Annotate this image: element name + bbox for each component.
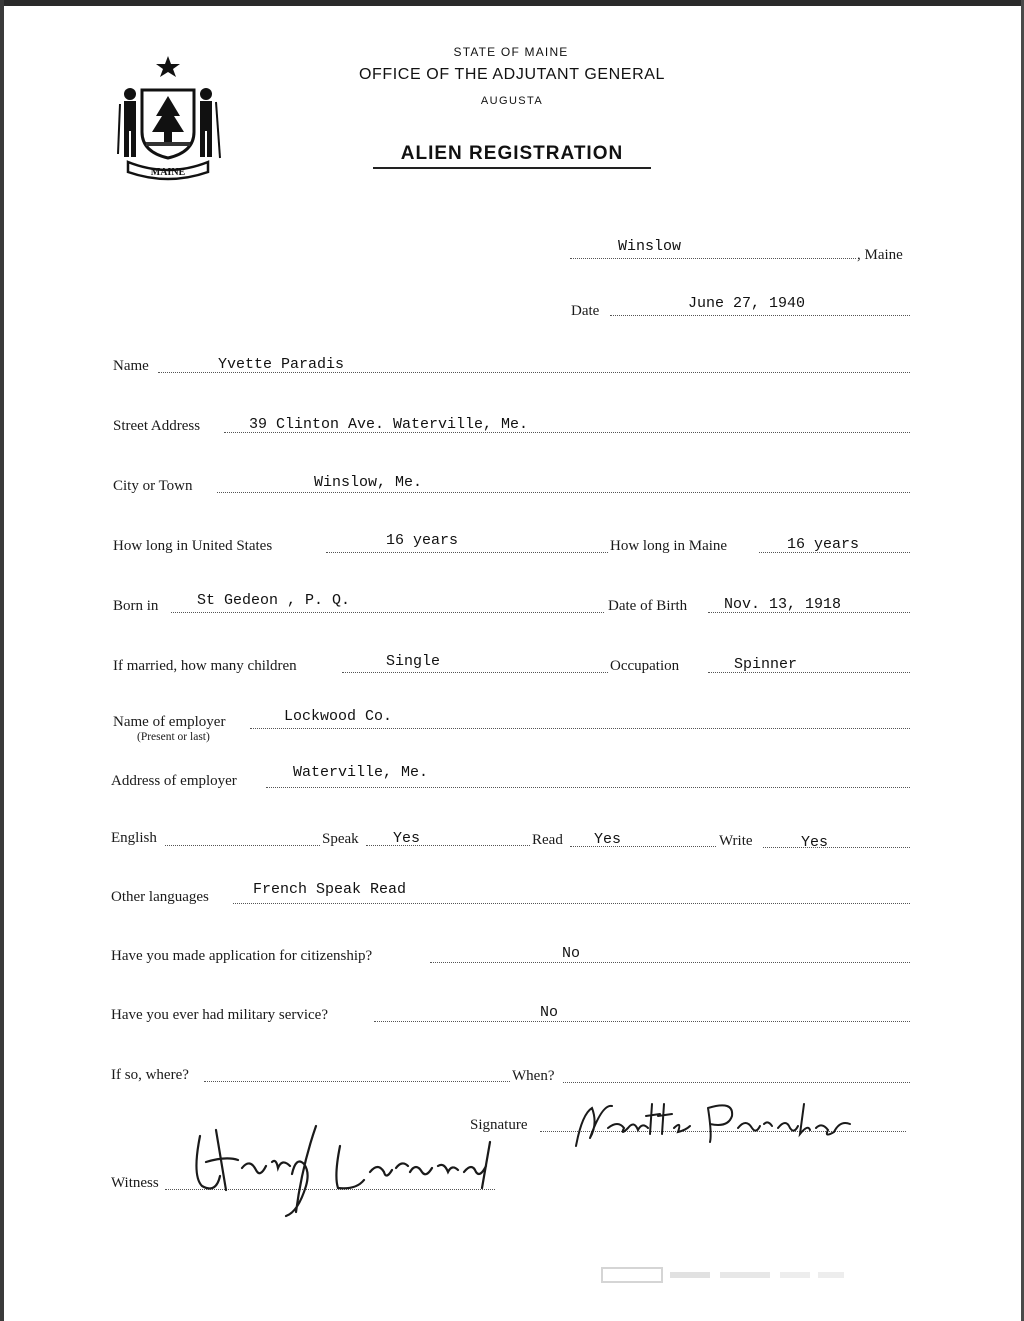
citizenship-line [430, 962, 910, 963]
children-line [342, 672, 608, 673]
how-long-maine-value: 16 years [787, 536, 860, 553]
header-state: STATE OF MAINE [453, 45, 569, 59]
date-label: Date [571, 303, 600, 319]
header-city: AUGUSTA [480, 95, 544, 107]
where-label: If so, where? [111, 1067, 189, 1083]
write-label: Write [719, 833, 753, 849]
witness-handwriting [186, 1116, 506, 1220]
english-label: English [111, 830, 157, 846]
street-address-value: 39 Clinton Ave. Waterville, Me. [249, 416, 529, 433]
speak-value: Yes [393, 830, 421, 847]
how-long-us-label: How long in United States [113, 538, 273, 554]
header-office: OFFICE OF THE ADJUTANT GENERAL [358, 66, 666, 83]
name-value: Yvette Paradis [218, 356, 345, 373]
children-label: If married, how many children [113, 658, 297, 674]
location-line [570, 258, 856, 259]
city-line [217, 492, 910, 493]
other-languages-value: French Speak Read [253, 881, 407, 898]
signature-handwriting [568, 1094, 858, 1156]
employer-line [250, 728, 910, 729]
where-line [204, 1081, 510, 1082]
witness-label: Witness [111, 1175, 159, 1191]
children-value: Single [386, 653, 441, 670]
speak-line [366, 845, 530, 846]
how-long-us-value: 16 years [386, 532, 459, 549]
city-value: Winslow, Me. [314, 474, 423, 491]
english-line [165, 845, 320, 846]
employer-address-label: Address of employer [111, 773, 237, 789]
write-line [763, 847, 910, 848]
occupation-label: Occupation [610, 658, 680, 674]
military-line [374, 1021, 910, 1022]
location-value: Winslow [618, 238, 682, 255]
faint-stamp-mark [600, 1264, 850, 1286]
employer-address-line [266, 787, 910, 788]
street-address-label: Street Address [113, 418, 201, 434]
signature-label: Signature [470, 1117, 528, 1133]
military-label: Have you ever had military service? [111, 1007, 328, 1023]
location-suffix: , Maine [857, 247, 903, 263]
date-of-birth-label: Date of Birth [608, 598, 688, 614]
citizenship-value: No [562, 945, 581, 962]
other-languages-label: Other languages [111, 889, 209, 905]
citizenship-label: Have you made application for citizenship? [111, 948, 373, 964]
born-in-value: St Gedeon , P. Q. [197, 592, 351, 609]
born-in-label: Born in [113, 598, 159, 614]
occupation-value: Spinner [734, 656, 798, 673]
when-label: When? [512, 1068, 555, 1084]
read-label: Read [532, 832, 563, 848]
employer-address-value: Waterville, Me. [293, 764, 429, 781]
military-value: No [540, 1004, 559, 1021]
employer-sublabel: (Present or last) [137, 731, 210, 743]
read-line [570, 846, 716, 847]
page-title: ALIEN REGISTRATION [400, 143, 624, 164]
read-value: Yes [594, 831, 622, 848]
date-of-birth-value: Nov. 13, 1918 [724, 596, 842, 613]
how-long-us-line [326, 552, 608, 553]
how-long-maine-label: How long in Maine [610, 538, 728, 554]
name-label: Name [113, 358, 149, 374]
employer-value: Lockwood Co. [284, 708, 393, 725]
seal-banner-text: MAINE [150, 167, 186, 178]
write-value: Yes [801, 834, 829, 851]
city-label: City or Town [113, 478, 193, 494]
born-in-line [171, 612, 604, 613]
when-line [563, 1082, 910, 1083]
title-underline [373, 167, 651, 169]
date-value: June 27, 1940 [688, 295, 806, 312]
speak-label: Speak [322, 831, 359, 847]
other-languages-line [233, 903, 910, 904]
scan-border-left [0, 0, 4, 1321]
employer-label: Name of employer [113, 714, 226, 730]
scan-border-top [0, 0, 1024, 6]
date-line [610, 315, 910, 316]
